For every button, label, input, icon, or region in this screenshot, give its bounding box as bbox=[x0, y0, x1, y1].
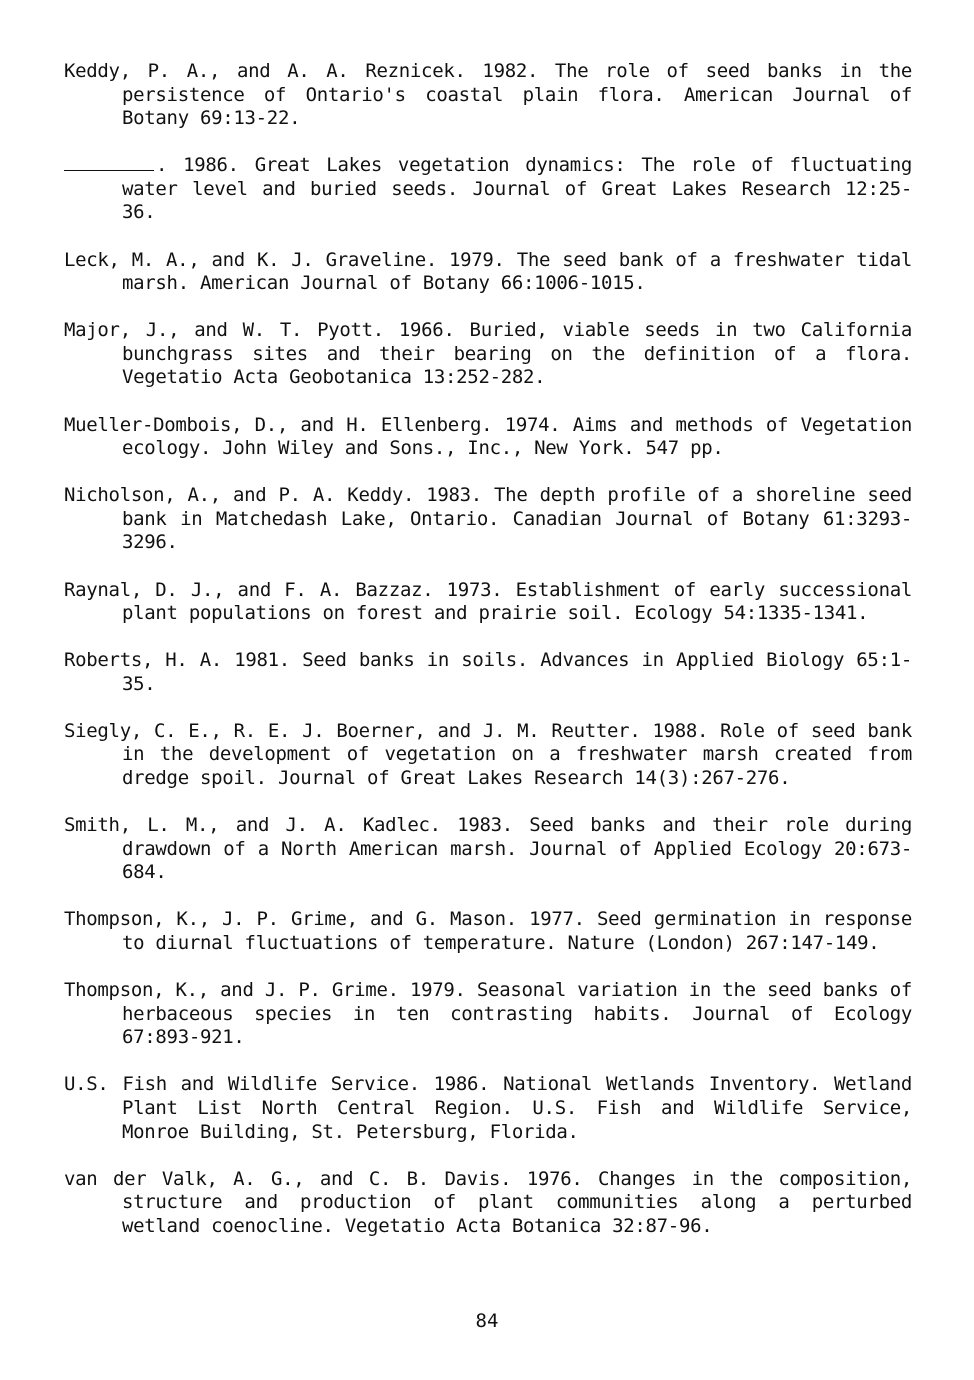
reference-entry bbox=[64, 649, 912, 696]
reference-entry bbox=[64, 979, 912, 1050]
reference-text: van der Valk, A. G., and C. B. Davis. 1976. Changes in the composition, structure and production of plant communities along a perturbed wetland coenocline. Vegetatio Acta Botanica 32:87-96. bbox=[64, 1167, 912, 1237]
reference-entry bbox=[64, 249, 912, 296]
reference-text: Mueller-Dombois, D., and H. Ellenberg. 1974. Aims and methods of Vegetation ecology. John Wiley and Sons., Inc., New York. 547 pp. bbox=[64, 413, 912, 460]
reference-list bbox=[64, 60, 912, 1262]
reference-text: Smith, L. M., and J. A. Kadlec. 1983. Seed banks and their role during drawdown of a North American marsh. Journal of Applied Ecology 20:673-684. bbox=[64, 814, 912, 884]
reference-text: . 1986. Great Lakes vegetation dynamics: The role of fluctuating water level and buried seeds. Journal of Great Lakes Research 12:25-36. bbox=[122, 154, 912, 224]
reference-entry bbox=[64, 319, 912, 390]
reference-text: Nicholson, A., and P. A. Keddy. 1983. The depth profile of a shoreline seed bank in Matchedash Lake, Ontario. Canadian Journal of Botany 61:3293-3296. bbox=[64, 484, 912, 554]
reference-entry bbox=[64, 154, 912, 225]
reference-text: Leck, M. A., and K. J. Graveline. 1979. The seed bank of a freshwater tidal marsh. American Journal of Botany 66:1006-1015. bbox=[64, 248, 912, 295]
reference-text: Thompson, K., and J. P. Grime. 1979. Seasonal variation in the seed banks of herbaceous species in ten contrasting habits. Journal of Ecology 67:893-921. bbox=[64, 979, 912, 1049]
page-number: 84 bbox=[475, 1310, 499, 1332]
reference-text: Raynal, D. J., and F. A. Bazzaz. 1973. Establishment of early successional plant populations on forest and prairie soil. Ecology 54:1335-1341. bbox=[64, 578, 912, 625]
reference-entry bbox=[64, 414, 912, 461]
reference-entry bbox=[64, 579, 912, 626]
reference-entry bbox=[64, 720, 912, 791]
reference-entry bbox=[64, 814, 912, 885]
reference-text: Major, J., and W. T. Pyott. 1966. Buried, viable seeds in two California bunchgrass sites and their bearing on the definition of a flora. Vegetatio Acta Geobotanica 13:252-282. bbox=[64, 319, 912, 389]
reference-entry bbox=[64, 60, 912, 131]
reference-entry bbox=[64, 1073, 912, 1144]
reference-text: Keddy, P. A., and A. A. Reznicek. 1982. The role of seed banks in the persistence of Ontario's coastal plain flora. American Journal of Botany 69:13-22. bbox=[64, 60, 912, 130]
reference-entry bbox=[64, 908, 912, 955]
reference-text: Siegly, C. E., R. E. J. Boerner, and J. M. Reutter. 1988. Role of seed bank in the development of vegetation on a freshwater marsh created from dredge spoil. Journal of Great Lakes Research 14(3):267-276. bbox=[64, 719, 912, 790]
reference-text: Thompson, K., J. P. Grime, and G. Mason. 1977. Seed germination in response to diurnal fluctuations of temperature. Nature (London) 267:147-149. bbox=[64, 908, 912, 955]
reference-text: Roberts, H. A. 1981. Seed banks in soils. Advances in Applied Biology 65:1-35. bbox=[64, 649, 912, 695]
reference-text: U.S. Fish and Wildlife Service. 1986. National Wetlands Inventory. Wetland Plant List North Central Region. U.S. Fish and Wildlife Service, Monroe Building, St. Petersburg, Florida. bbox=[64, 1073, 912, 1143]
reference-entry bbox=[64, 1168, 912, 1239]
reference-entry bbox=[64, 484, 912, 555]
repeated-author-dash bbox=[64, 156, 154, 171]
